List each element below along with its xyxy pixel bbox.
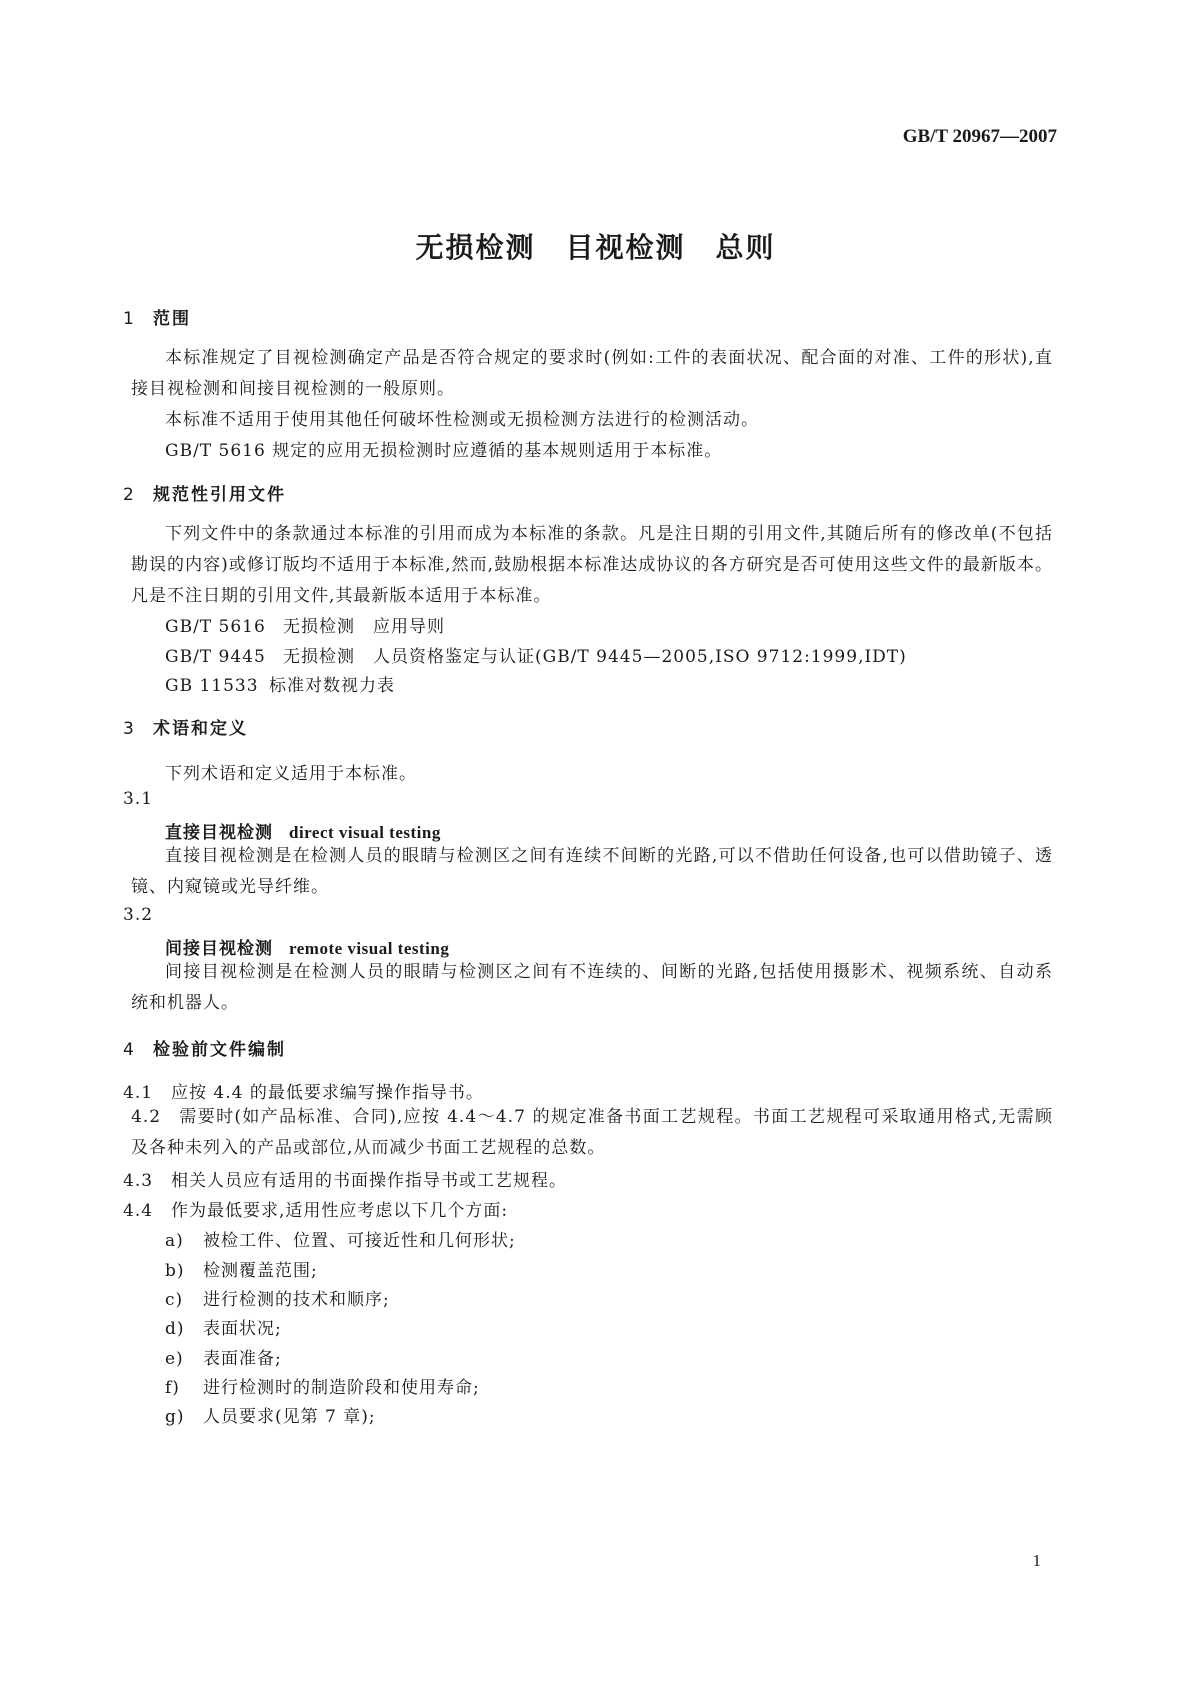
clause-text: 需要时(如产品标准、合同),应按 4.4～4.7 的规定准备书面工艺规程。书面工艺规程可采取通用格式,无需顾及各种未列入的产品或部位,从而减少书面工艺规程的总数。 <box>131 1107 1053 1158</box>
reference-item <box>165 612 445 637</box>
list-item <box>165 1256 318 1281</box>
reference-item <box>165 642 907 667</box>
paragraph: 下列术语和定义适用于本标准。 <box>165 764 417 784</box>
clause-number: 4.1 <box>123 1083 154 1103</box>
reference-title: 标准对数视力表 <box>269 676 395 696</box>
clause <box>123 1166 567 1191</box>
list-item <box>165 1402 376 1427</box>
paragraph: 本标准不适用于使用其他任何破坏性检测或无损检测方法进行的检测活动。 <box>165 410 759 430</box>
reference-code: GB/T 5616 <box>165 617 266 637</box>
list-text: 检测覆盖范围; <box>203 1261 318 1281</box>
clause-text: 应按 4.4 的最低要求编写操作指导书。 <box>171 1083 484 1103</box>
term-zh: 间接目视检测 <box>165 939 273 959</box>
section-1-heading <box>123 304 191 329</box>
term-title <box>165 818 441 843</box>
term-zh: 直接目视检测 <box>165 823 273 843</box>
reference-code: GB 11533 <box>165 676 259 696</box>
page-number: 1 <box>1032 1551 1041 1570</box>
list-text: 进行检测的技术和顺序; <box>203 1290 390 1310</box>
clause <box>123 1196 508 1221</box>
list-label: b) <box>165 1261 185 1281</box>
clause <box>131 1102 1053 1164</box>
clause-text: 相关人员应有适用的书面操作指导书或工艺规程。 <box>171 1171 567 1191</box>
clause-number: 4.4 <box>123 1201 154 1221</box>
list-text: 进行检测时的制造阶段和使用寿命; <box>203 1378 480 1398</box>
list-label: a) <box>165 1231 184 1251</box>
paragraph: 下列文件中的条款通过本标准的引用而成为本标准的条款。凡是注日期的引用文件,其随后所有的修改单(不包括勘误的内容)或修订版均不适用于本标准,然而,鼓励根据本标准达成协议的各方研究是否可使用这些文件的最新版本。凡是不注日期的引用文件,其最新版本适用于本标准。 <box>131 524 1053 606</box>
term-en: remote visual testing <box>289 939 450 958</box>
term-definition: 间接目视检测是在检测人员的眼睛与检测区之间有不连续的、间断的光路,包括使用摄影术、视频系统、自动系统和机器人。 <box>131 962 1053 1013</box>
term-number: 3.2 <box>123 905 154 925</box>
section-number: 3 <box>123 719 136 739</box>
section-title: 规范性引用文件 <box>153 485 286 505</box>
reference-code: GB/T 9445 <box>165 647 266 667</box>
paragraph: GB/T 5616 规定的应用无损检测时应遵循的基本规则适用于本标准。 <box>165 441 723 461</box>
paragraph: 本标准规定了目视检测确定产品是否符合规定的要求时(例如:工件的表面状况、配合面的对准、工件的形状),直接目视检测和间接目视检测的一般原则。 <box>131 348 1053 399</box>
term-en: direct visual testing <box>289 823 441 842</box>
reference-item <box>165 671 395 696</box>
list-text: 表面准备; <box>203 1349 282 1369</box>
list-item <box>165 1285 390 1310</box>
section-number: 2 <box>123 485 136 505</box>
reference-title: 无损检测 应用导则 <box>283 617 445 637</box>
reference-title: 无损检测 人员资格鉴定与认证(GB/T 9445—2005,ISO 9712:1999,IDT) <box>283 647 907 667</box>
list-label: g) <box>165 1407 185 1427</box>
list-label: e) <box>165 1349 184 1369</box>
section-number: 4 <box>123 1040 136 1060</box>
clause-number: 4.2 <box>131 1107 162 1127</box>
term-definition: 直接目视检测是在检测人员的眼睛与检测区之间有连续不间断的光路,可以不借助任何设备,也可以借助镜子、透镜、内窥镜或光导纤维。 <box>131 846 1053 897</box>
clause-number: 4.3 <box>123 1171 154 1191</box>
standard-number: GB/T 20967—2007 <box>902 126 1057 147</box>
document-title: 无损检测 目视检测 总则 <box>415 231 776 264</box>
list-item <box>165 1373 480 1398</box>
term-number: 3.1 <box>123 789 154 809</box>
list-text: 表面状况; <box>203 1319 282 1339</box>
section-number: 1 <box>123 309 136 329</box>
list-text: 被检工件、位置、可接近性和几何形状; <box>203 1231 516 1251</box>
list-label: f) <box>165 1378 180 1398</box>
section-title: 检验前文件编制 <box>153 1040 286 1060</box>
section-title: 术语和定义 <box>153 719 248 739</box>
term-title <box>165 934 449 959</box>
list-item <box>165 1314 282 1339</box>
clause <box>123 1078 484 1103</box>
section-title: 范围 <box>153 309 191 329</box>
section-4-heading <box>123 1035 286 1060</box>
list-item <box>165 1344 282 1369</box>
section-3-heading <box>123 714 248 739</box>
section-2-heading <box>123 480 286 505</box>
list-label: c) <box>165 1290 184 1310</box>
list-item <box>165 1226 516 1251</box>
list-text: 人员要求(见第 7 章); <box>203 1407 376 1427</box>
list-label: d) <box>165 1319 185 1339</box>
clause-text: 作为最低要求,适用性应考虑以下几个方面: <box>171 1201 509 1221</box>
